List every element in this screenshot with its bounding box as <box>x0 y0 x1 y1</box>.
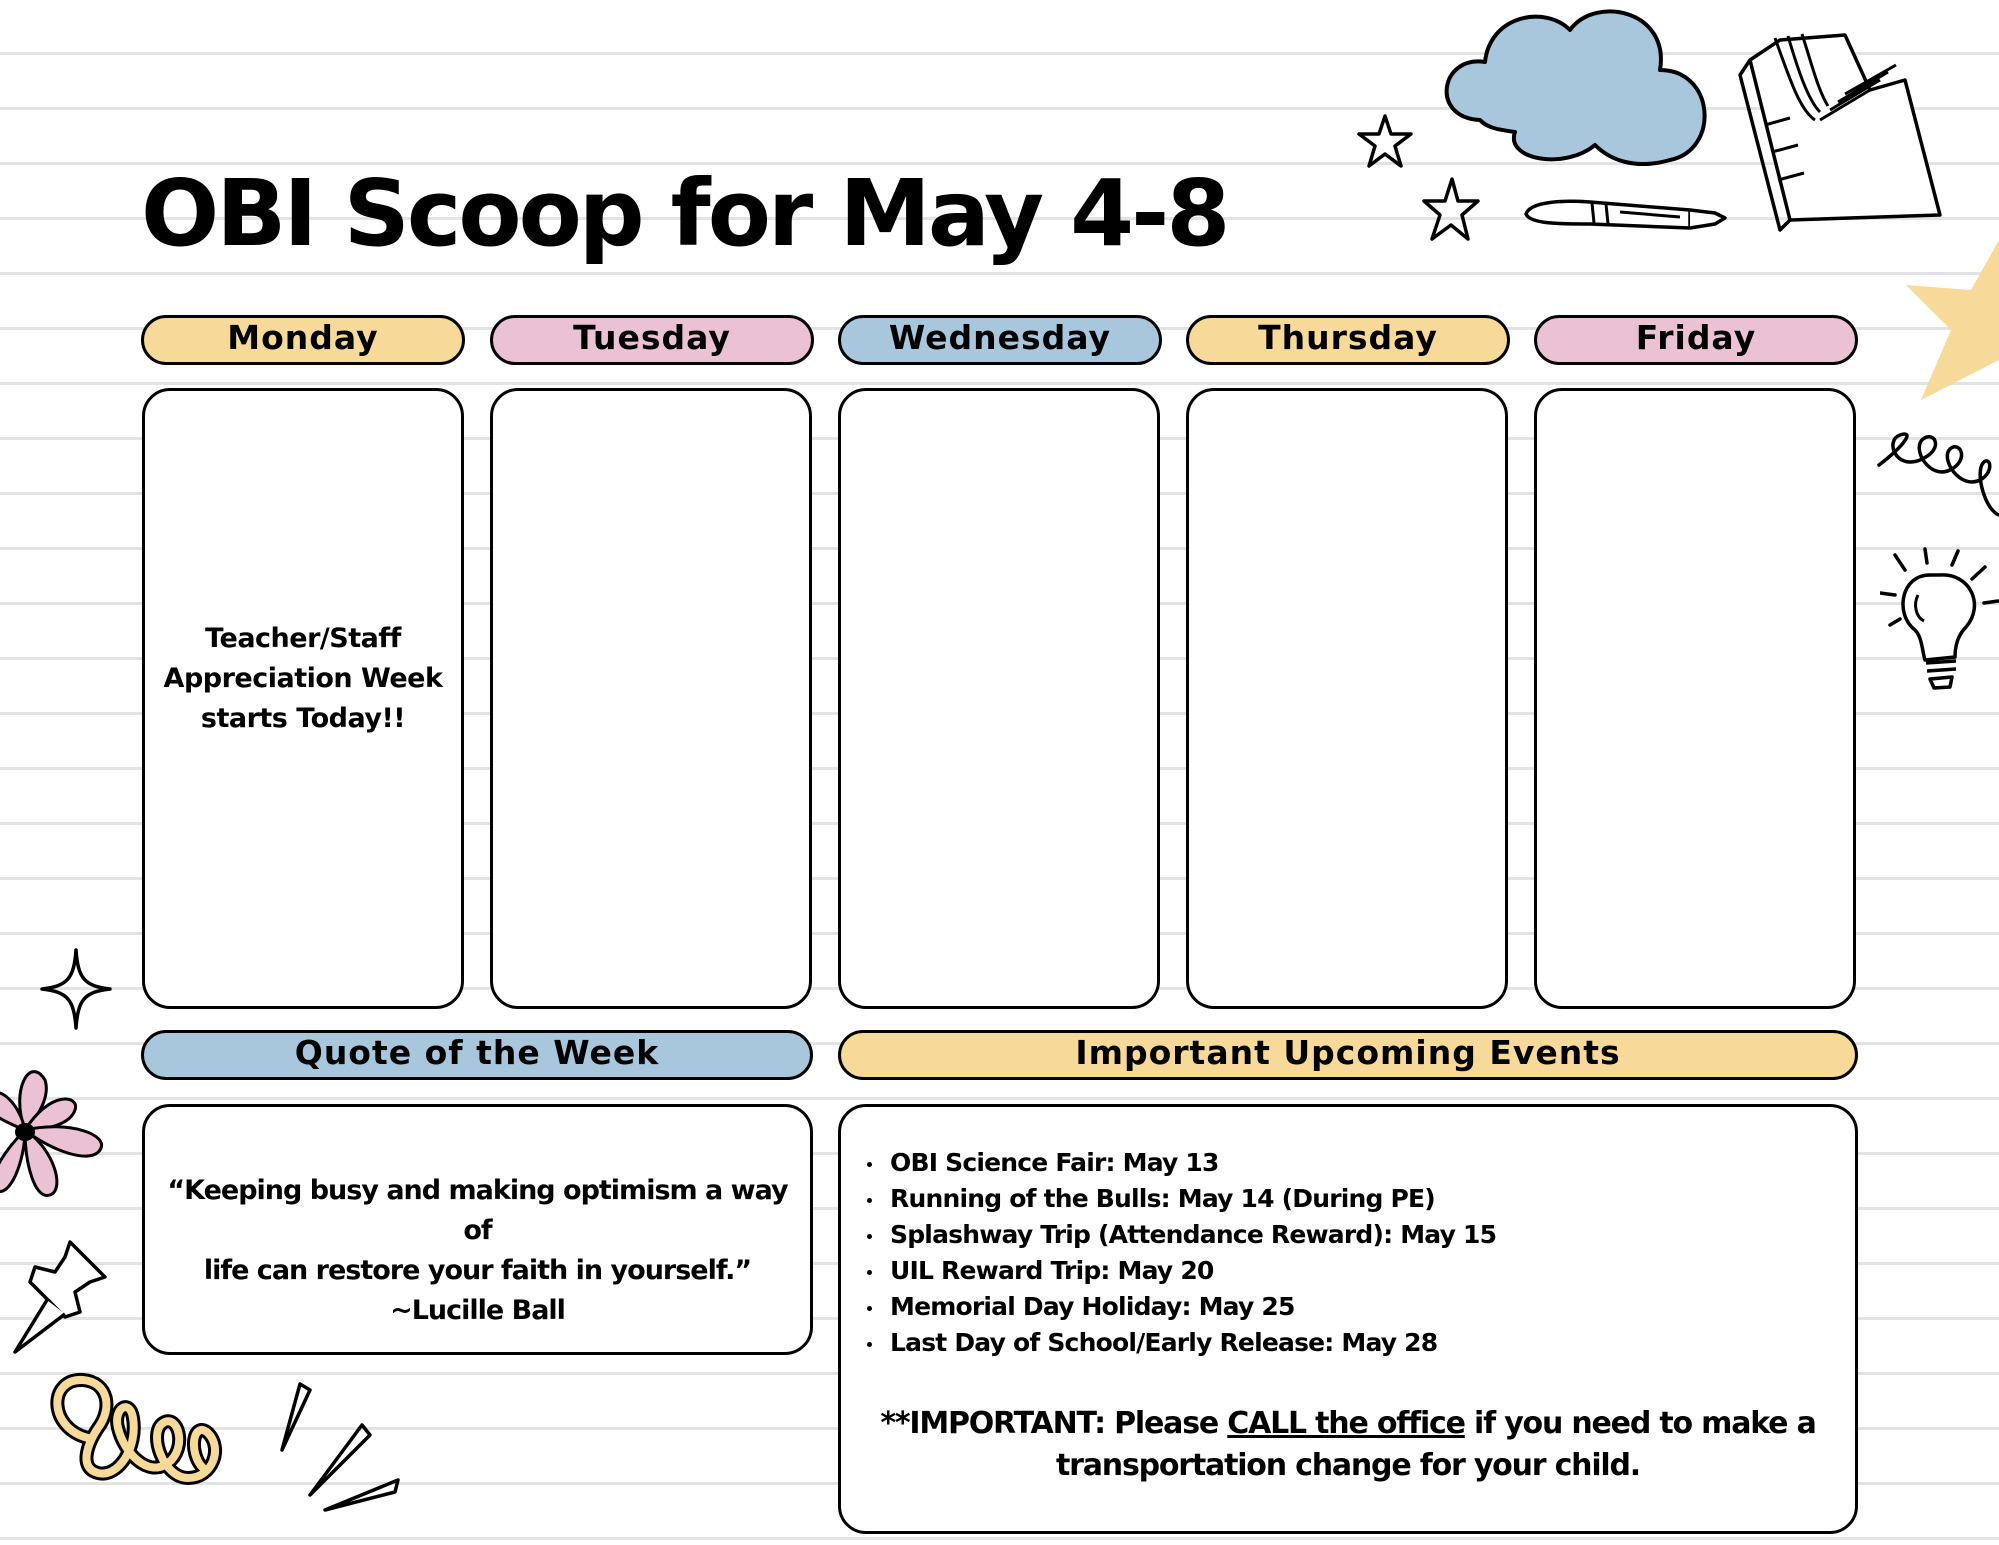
day-box-friday <box>1534 388 1856 1009</box>
event-item: OBI Science Fair: May 13 <box>867 1145 1496 1181</box>
day-label: Tuesday <box>573 317 731 357</box>
lightbulb-icon <box>1880 545 1999 695</box>
day-header-wednesday <box>838 315 1162 365</box>
day-note-line: starts Today!! <box>200 703 406 734</box>
pen-icon <box>1520 190 1740 240</box>
quote-author: ~Lucille Ball <box>390 1295 565 1326</box>
section-heading: Quote of the Week <box>294 1032 660 1072</box>
event-item: UIL Reward Trip: May 20 <box>867 1253 1496 1289</box>
sparkle-icon <box>40 948 112 1030</box>
day-label: Friday <box>1635 317 1757 357</box>
events-list <box>867 1145 1496 1361</box>
day-note-line: Teacher/Staff <box>205 623 401 654</box>
day-note <box>155 619 451 739</box>
event-item: Last Day of School/Early Release: May 28 <box>867 1325 1496 1361</box>
section-heading: Important Upcoming Events <box>1075 1032 1621 1072</box>
day-header-thursday <box>1186 315 1510 365</box>
page-title: OBI Scoop for May 4-8 <box>141 160 1228 267</box>
day-box-tuesday <box>490 388 812 1009</box>
quote-line: life can restore your faith in yourself.” <box>203 1255 752 1286</box>
event-item: Splashway Trip (Attendance Reward): May 15 <box>867 1217 1496 1253</box>
day-box-wednesday <box>838 388 1160 1009</box>
event-item: Memorial Day Holiday: May 25 <box>867 1289 1496 1325</box>
day-label: Monday <box>227 317 379 357</box>
quote-line: “Keeping busy and making optimism a way of <box>167 1175 788 1246</box>
quote-box <box>142 1104 813 1355</box>
pushpin-icon <box>10 1232 115 1357</box>
star-icon <box>1420 175 1482 245</box>
day-header-tuesday <box>490 315 814 365</box>
day-label: Wednesday <box>888 317 1112 357</box>
book-icon <box>1720 20 1950 235</box>
day-box-monday <box>142 388 464 1009</box>
notice-line-1 <box>855 1403 1841 1445</box>
day-label: Thursday <box>1258 317 1438 357</box>
quote-header <box>141 1030 813 1080</box>
flower-icon <box>0 1050 112 1210</box>
cloud-icon <box>1425 0 1715 175</box>
events-header <box>838 1030 1858 1080</box>
notice-line-2: transportation change for your child. <box>1056 1448 1640 1483</box>
important-notice <box>855 1403 1841 1487</box>
notice-suffix: if you need to make a <box>1464 1406 1816 1441</box>
squiggle-icon <box>38 1368 238 1498</box>
event-item: Running of the Bulls: May 14 (During PE) <box>867 1181 1496 1217</box>
events-box <box>838 1104 1858 1534</box>
star-icon <box>1896 230 1999 410</box>
day-header-monday <box>141 315 465 365</box>
day-box-thursday <box>1186 388 1508 1009</box>
notice-emphasis: CALL the office <box>1227 1406 1465 1441</box>
day-note-line: Appreciation Week <box>163 663 443 694</box>
star-icon <box>1355 112 1415 172</box>
quote-text <box>155 1171 800 1331</box>
day-header-friday <box>1534 315 1858 365</box>
burst-lines-icon <box>270 1380 405 1515</box>
notice-prefix: **IMPORTANT: Please <box>880 1406 1228 1441</box>
squiggle-icon <box>1875 425 1999 535</box>
